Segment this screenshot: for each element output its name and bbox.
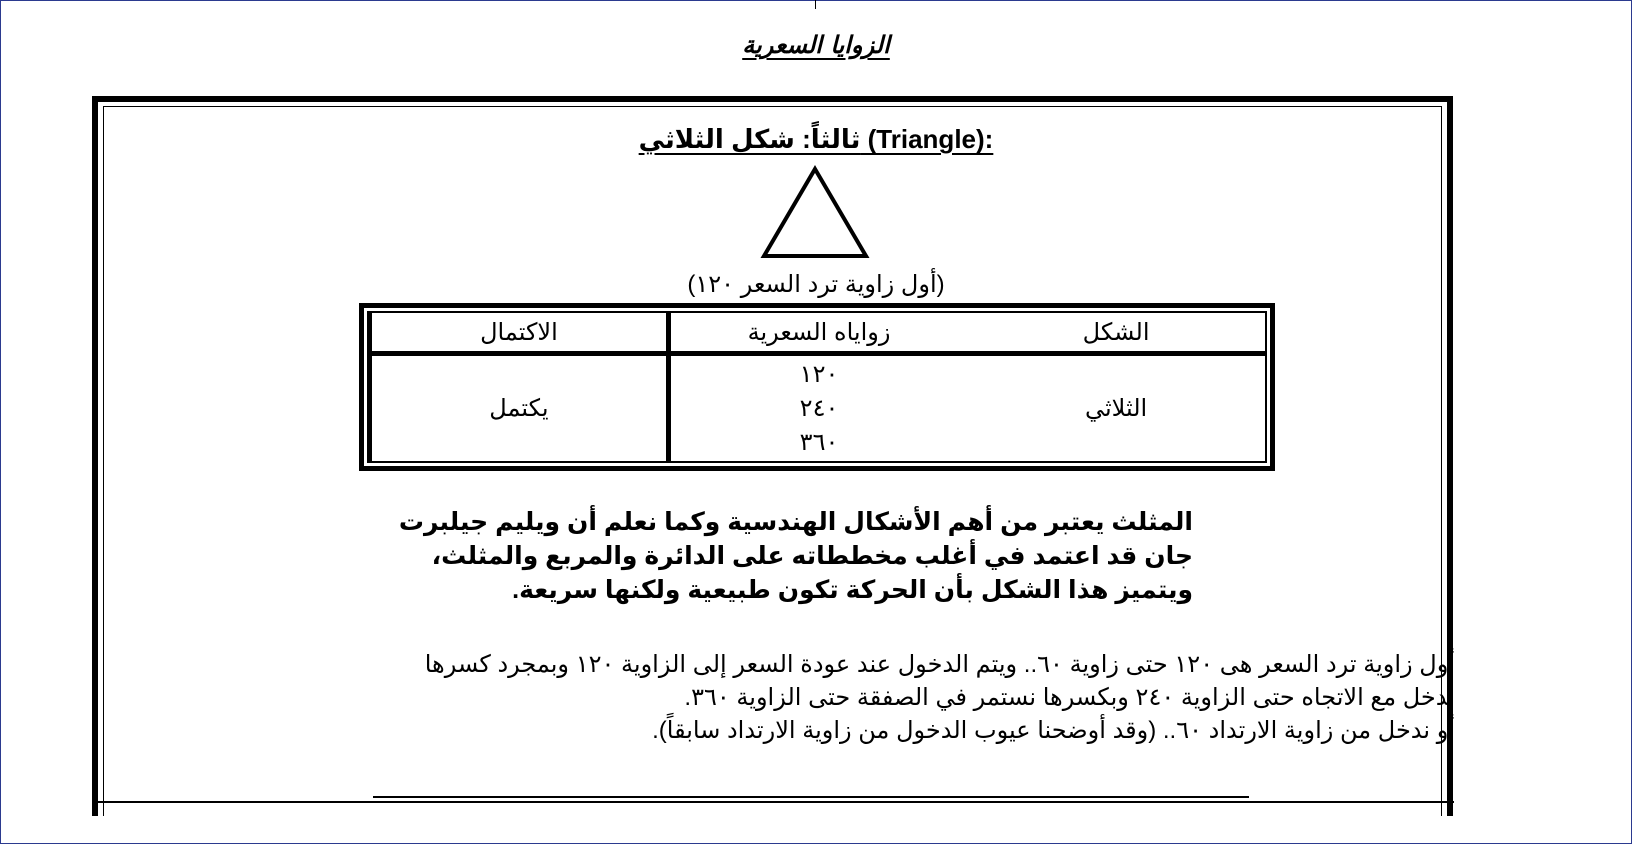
angle-value: ٢٤٠ [799,394,839,422]
header-angles: زواياه السعرية [668,312,967,354]
angles-table-grid [367,311,1267,463]
footer-separator-short [373,796,1249,798]
angle-value: ١٢٠ [799,360,839,388]
triangle-description [398,505,1193,607]
header-completion: الاكتمال [370,312,669,354]
header-tick-mark [815,0,816,9]
description-line: ويتميز هذا الشكل بأن الحركة تكون طبيعية ولكنها سريعة. [512,576,1193,604]
section-heading: ثالثاً: شكل الثلاثي (Triangle): [638,124,994,154]
header-shape: الشكل [967,312,1266,354]
cell-angles [668,354,967,463]
document-title: الزوايا السعرية [742,30,890,59]
angle-value: ٣٦٠ [799,428,839,456]
entry-rule-line: أو ندخل من زاوية الارتداد ٦٠.. (وقد أوضحنا عيوب الدخول من زاوية الارتداد سابقاً). [652,717,1455,744]
entry-rule-line: أول زاوية ترد السعر هى ١٢٠ حتى زاوية ٦٠.. ويتم الدخول عند عودة السعر إلى الزاوية ١٢٠ وبمجرد كسرها [424,651,1455,678]
entry-rule-line: ندخل مع الاتجاه حتى الزاوية ٢٤٠ وبكسرها نستمر في الصفقة حتى الزاوية ٣٦٠. [684,684,1455,711]
angles-table [359,303,1275,471]
entry-rules-paragraph [175,648,1455,747]
table-row [370,354,1267,463]
cell-shape: الثلاثي [1084,395,1148,422]
description-line: المثلث يعتبر من أهم الأشكال الهندسية وكما نعلم أن ويليم جيلبرت [398,508,1193,536]
footer-separator [92,801,1454,803]
triangle-icon [760,165,870,260]
triangle-caption: (أول زاوية ترد السعر ١٢٠) [687,271,945,298]
table-header-row [370,312,1267,354]
description-line: جان قد اعتمد في أغلب مخططاته على الدائرة والمربع والمثلث، [431,542,1193,570]
cell-completion: يكتمل [370,354,669,463]
